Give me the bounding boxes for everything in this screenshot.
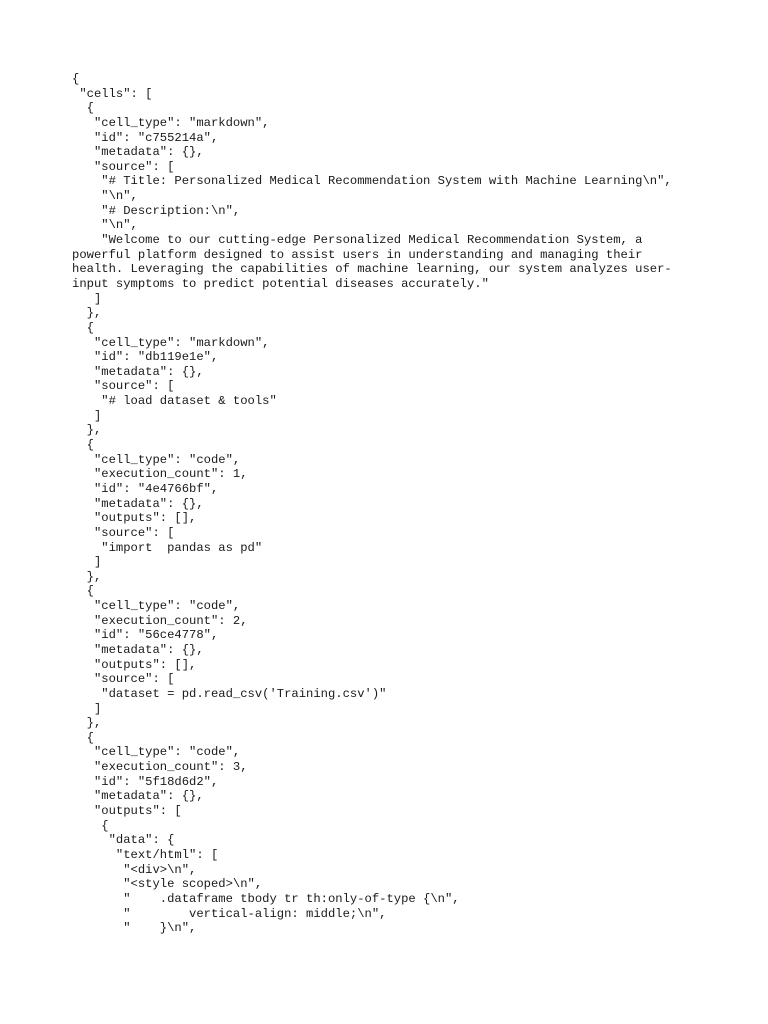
text-line: input symptoms to predict potential diseases accurately." [72,276,489,291]
text-line: health. Leveraging the capabilities of machine learning, our system analyzes user- [72,262,672,277]
text-line: "id": "5f18d6d2", [72,774,219,789]
text-line: "<style scoped>\n", [72,877,263,892]
text-line: "# Title: Personalized Medical Recommendation System with Machine Learning\n", [72,174,672,189]
text-line: "source": [ [72,159,175,174]
text-line: { [72,730,94,745]
text-line: { [72,438,94,453]
text-line: "id": "db119e1e", [72,350,219,365]
text-line: "id": "56ce4778", [72,628,219,643]
text-line: "outputs": [], [72,511,197,526]
text-line: ] [72,408,102,423]
text-line: "source": [ [72,379,175,394]
text-line: "\n", [72,189,138,204]
text-line: }, [72,423,102,438]
text-line: "cell_type": "code", [72,599,241,614]
text-line: powerful platform designed to assist users in understanding and managing their [72,247,643,262]
text-line: "execution_count": 3, [72,760,248,775]
text-line: "text/html": [ [72,847,219,862]
document-page [72,72,696,936]
text-line: { [72,101,94,116]
text-line: "id": "c755214a", [72,130,219,145]
text-line: "cells": [ [72,86,153,101]
text-line: "<div>\n", [72,862,197,877]
text-line: "data": { [72,833,175,848]
text-line: }, [72,569,102,584]
text-line: "metadata": {}, [72,642,204,657]
text-line: { [72,320,94,335]
text-line: "cell_type": "code", [72,452,241,467]
text-line: "source": [ [72,525,175,540]
text-line: " }\n", [72,921,197,936]
text-line: "# Description:\n", [72,203,241,218]
text-line: " vertical-align: middle;\n", [72,906,387,921]
text-line: "dataset = pd.read_csv('Training.csv')" [72,686,387,701]
text-line: "cell_type": "code", [72,745,241,760]
text-line: "cell_type": "markdown", [72,115,270,130]
text-line: }, [72,716,102,731]
text-line: "cell_type": "markdown", [72,335,270,350]
text-line: ] [72,555,102,570]
text-line: "metadata": {}, [72,789,204,804]
text-line: "id": "4e4766bf", [72,481,219,496]
text-line: }, [72,306,102,321]
text-line: "execution_count": 2, [72,613,248,628]
text-line: "metadata": {}, [72,145,204,160]
text-line: { [72,818,109,833]
text-line: "Welcome to our cutting-edge Personalized Medical Recommendation System, a [72,233,643,248]
text-line: "outputs": [], [72,657,197,672]
text-line: ] [72,701,102,716]
text-line: "metadata": {}, [72,496,204,511]
text-line: { [72,584,94,599]
text-line: "import pandas as pd" [72,540,263,555]
text-line: "execution_count": 1, [72,467,248,482]
text-line: "outputs": [ [72,804,182,819]
text-line: "# load dataset & tools" [72,394,277,409]
text-line: "\n", [72,218,138,233]
text-line: " .dataframe tbody tr th:only-of-type {\n", [72,891,460,906]
text-line: { [72,72,80,86]
text-line: ] [72,291,102,306]
text-line: "metadata": {}, [72,364,204,379]
text-line: "source": [ [72,672,175,687]
